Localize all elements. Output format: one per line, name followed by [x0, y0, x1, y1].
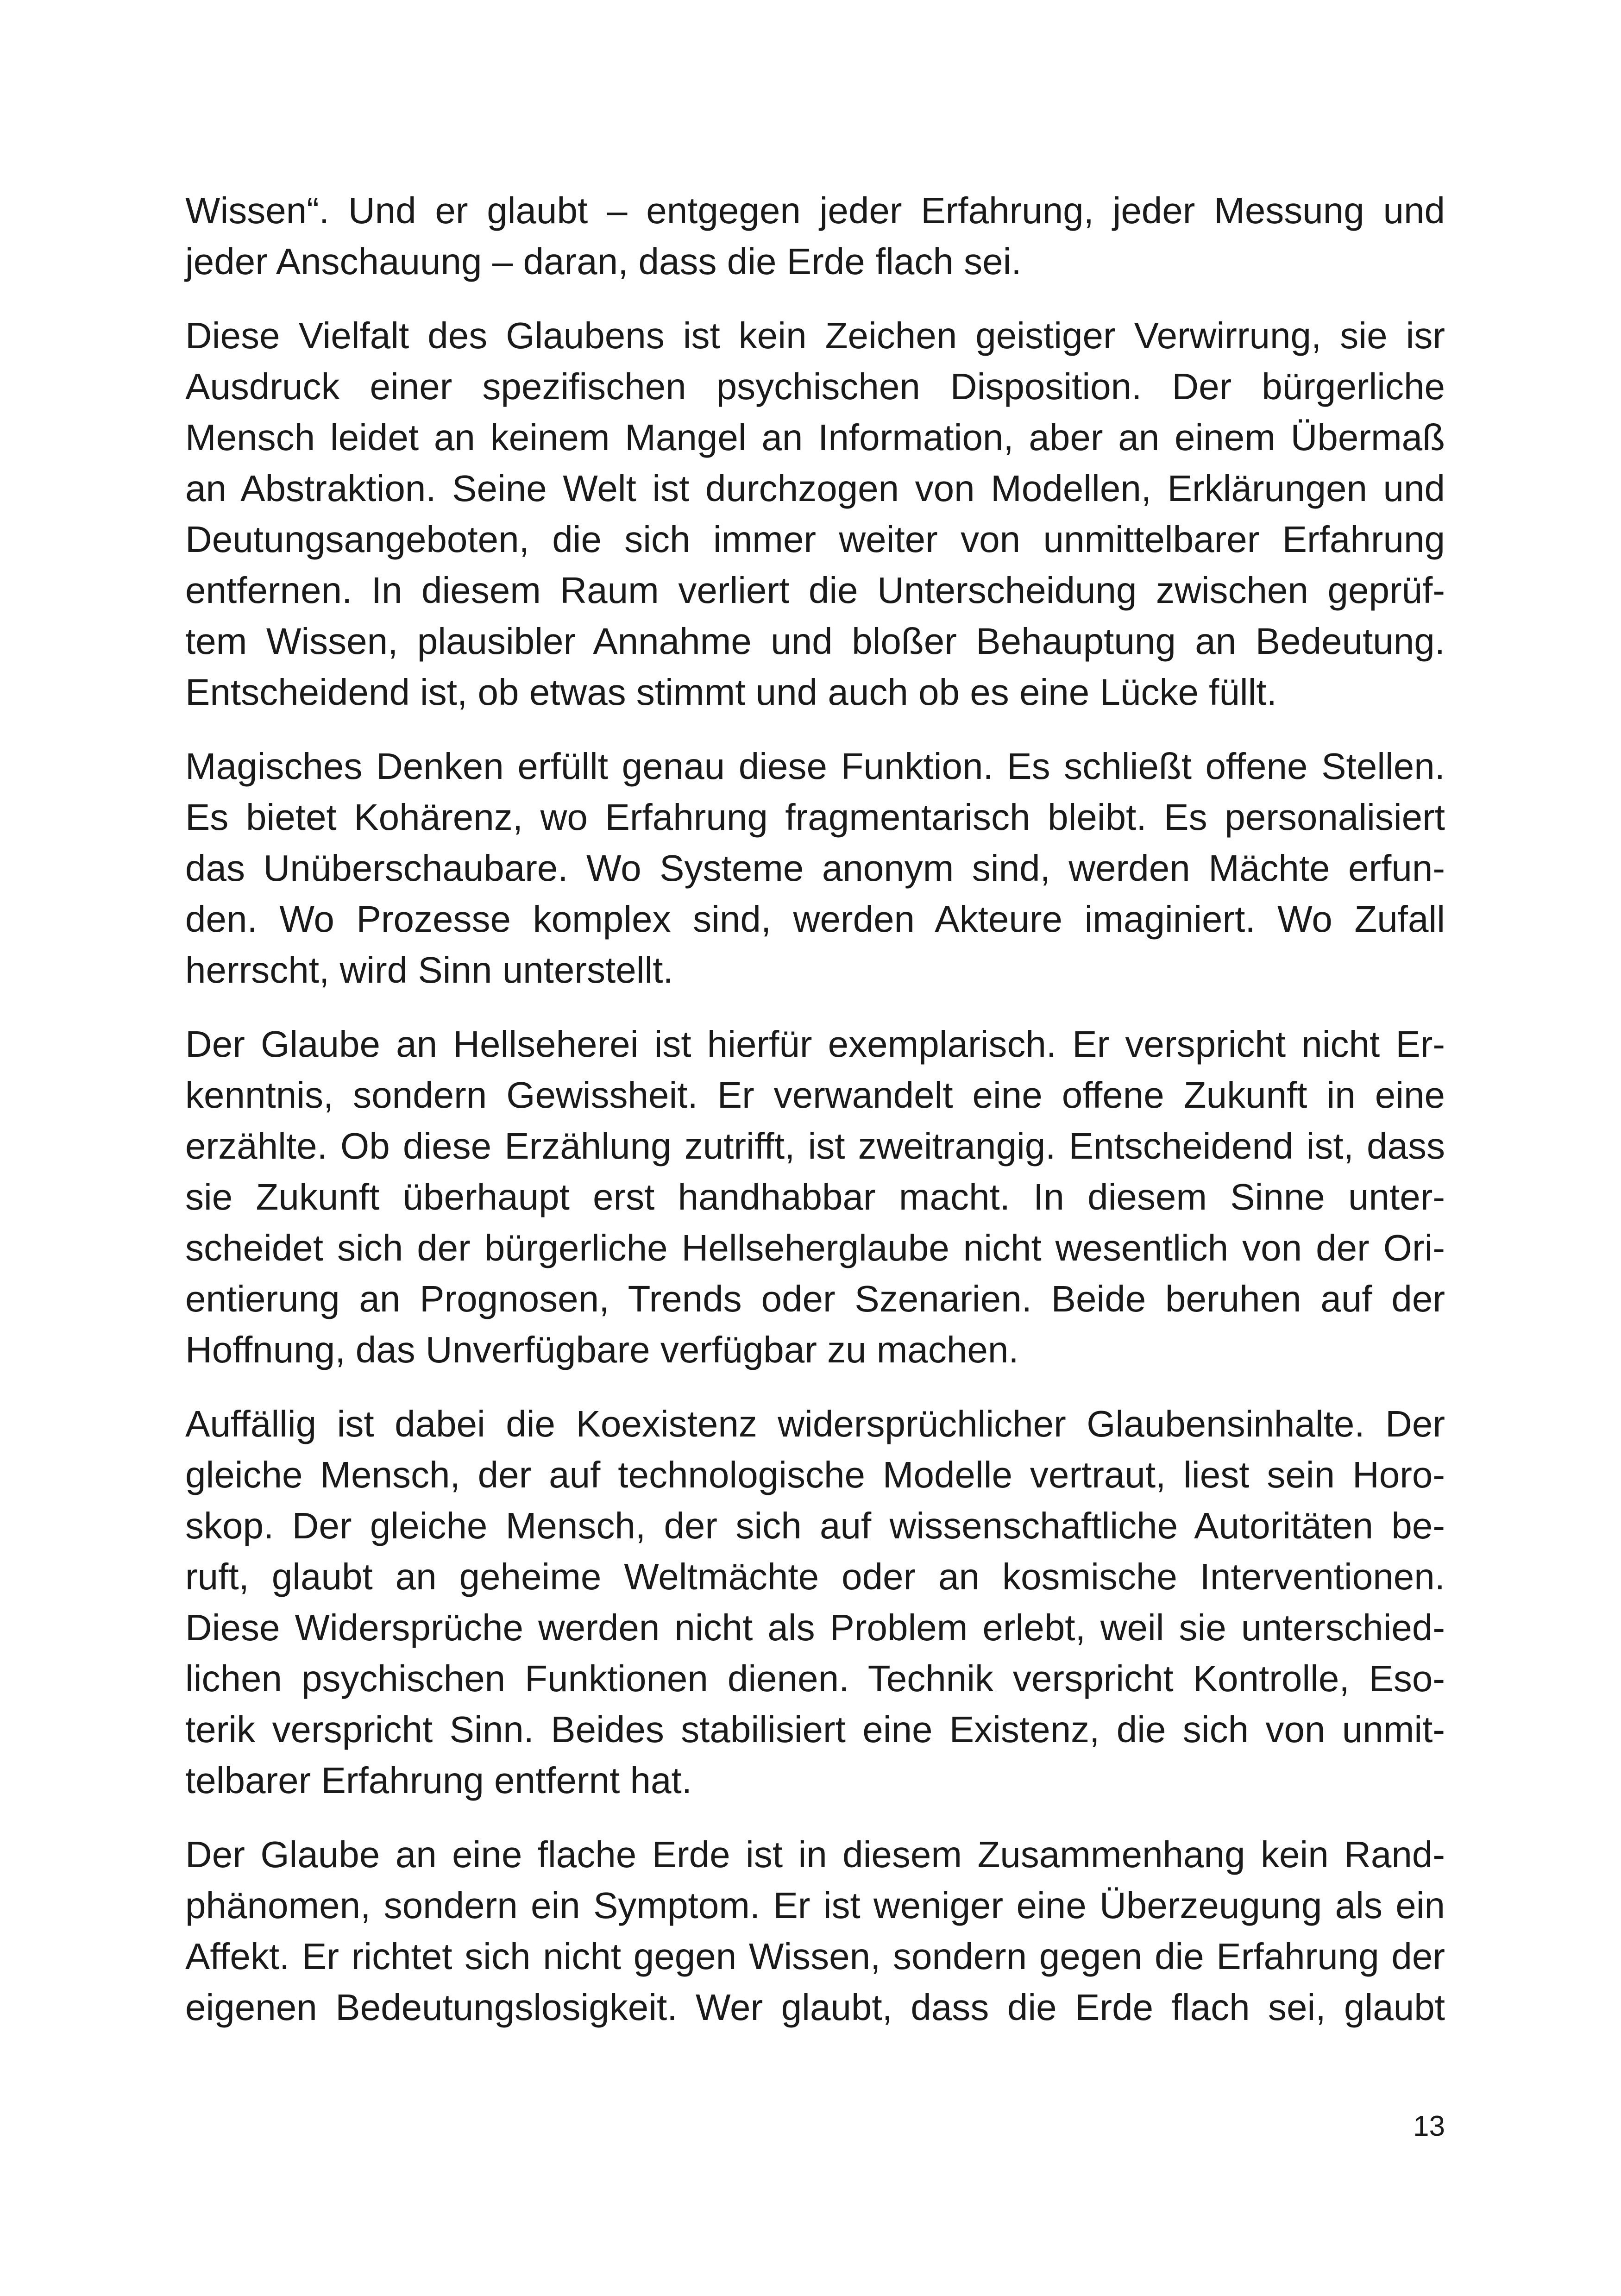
paragraph-3	[185, 741, 1445, 996]
text-line: erzählte. Ob diese Erzählung zutrifft, ist zweitrangig. Entscheidend ist, dass	[185, 1125, 1445, 1167]
text-line: skop. Der gleiche Mensch, der sich auf wissenschaftliche Autoritäten be-	[185, 1505, 1445, 1546]
paragraph-4	[185, 1019, 1445, 1375]
text-line: ruft, glaubt an geheime Weltmächte oder an kosmische Interventionen.	[185, 1556, 1445, 1597]
text-line: entierung an Prognosen, Trends oder Szenarien. Beide beruhen auf der	[185, 1278, 1445, 1319]
text-line: sie Zukunft überhaupt erst handhabbar macht. In diesem Sinne unter-	[185, 1176, 1445, 1217]
paragraph-6	[185, 1829, 1445, 2033]
body-text	[185, 185, 1445, 2056]
text-line: herrscht, wird Sinn unterstellt.	[185, 949, 673, 991]
text-line: Entscheidend ist, ob etwas stimmt und auch ob es eine Lücke füllt.	[185, 671, 1277, 713]
text-line: das Unüberschaubare. Wo Systeme anonym sind, werden Mächte erfun-	[185, 847, 1445, 889]
paragraph-1	[185, 185, 1445, 287]
text-line: Deutungsangeboten, die sich immer weiter von unmittelbarer Erfahrung	[185, 519, 1445, 560]
text-line: Hoffnung, das Unverfügbare verfügbar zu machen.	[185, 1329, 1019, 1370]
text-line: eigenen Bedeutungslosigkeit. Wer glaubt, dass die Erde flach sei, glaubt	[185, 1987, 1445, 2028]
text-line: den. Wo Prozesse komplex sind, werden Akteure imaginiert. Wo Zufall	[185, 898, 1445, 940]
text-line: Auffällig ist dabei die Koexistenz widersprüchlicher Glaubensinhalte. Der	[185, 1403, 1445, 1444]
text-line: Mensch leidet an keinem Mangel an Information, aber an einem Übermaß	[185, 417, 1445, 458]
text-line: lichen psychischen Funktionen dienen. Technik verspricht Kontrolle, Eso-	[185, 1658, 1445, 1699]
text-line: an Abstraktion. Seine Welt ist durchzogen von Modellen, Erklärungen und	[185, 468, 1445, 509]
text-line: phänomen, sondern ein Symptom. Er ist weniger eine Überzeugung als ein	[185, 1885, 1445, 1926]
text-line: Der Glaube an eine flache Erde ist in diesem Zusammenhang kein Rand-	[185, 1834, 1445, 1875]
text-line: Der Glaube an Hellseherei ist hierfür exemplarisch. Er verspricht nicht Er-	[185, 1023, 1445, 1065]
paragraph-2	[185, 310, 1445, 718]
text-line: jeder Anschauung – daran, dass die Erde flach sei.	[185, 241, 1022, 282]
text-line: tem Wissen, plausibler Annahme und bloßer Behauptung an Bedeutung.	[185, 621, 1445, 662]
text-line: terik verspricht Sinn. Beides stabilisiert eine Existenz, die sich von unmit-	[185, 1709, 1445, 1750]
text-line: Affekt. Er richtet sich nicht gegen Wissen, sondern gegen die Erfahrung der	[185, 1936, 1445, 1977]
text-line: Wissen“. Und er glaubt – entgegen jeder Erfahrung, jeder Messung und	[185, 190, 1445, 231]
text-line: scheidet sich der bürgerliche Hellseherglaube nicht wesentlich von der Ori-	[185, 1227, 1445, 1268]
text-line: telbarer Erfahrung entfernt hat.	[185, 1760, 692, 1801]
page-number: 13	[1413, 2110, 1445, 2142]
text-line: Ausdruck einer spezifischen psychischen Disposition. Der bürgerliche	[185, 366, 1445, 407]
paragraph-5	[185, 1399, 1445, 1806]
text-line: kenntnis, sondern Gewissheit. Er verwandelt eine offene Zukunft in eine	[185, 1074, 1445, 1116]
text-line: Diese Vielfalt des Glaubens ist kein Zeichen geistiger Verwirrung, sie isr	[185, 315, 1445, 356]
text-line: Es bietet Kohärenz, wo Erfahrung fragmentarisch bleibt. Es personalisiert	[185, 797, 1445, 838]
text-line: entfernen. In diesem Raum verliert die Unterscheidung zwischen geprüf-	[185, 570, 1445, 611]
text-line: gleiche Mensch, der auf technologische Modelle vertraut, liest sein Horo-	[185, 1454, 1445, 1495]
text-line: Magisches Denken erfüllt genau diese Funktion. Es schließt offene Stellen.	[185, 746, 1445, 787]
text-line: Diese Widersprüche werden nicht als Problem erlebt, weil sie unterschied-	[185, 1607, 1445, 1648]
